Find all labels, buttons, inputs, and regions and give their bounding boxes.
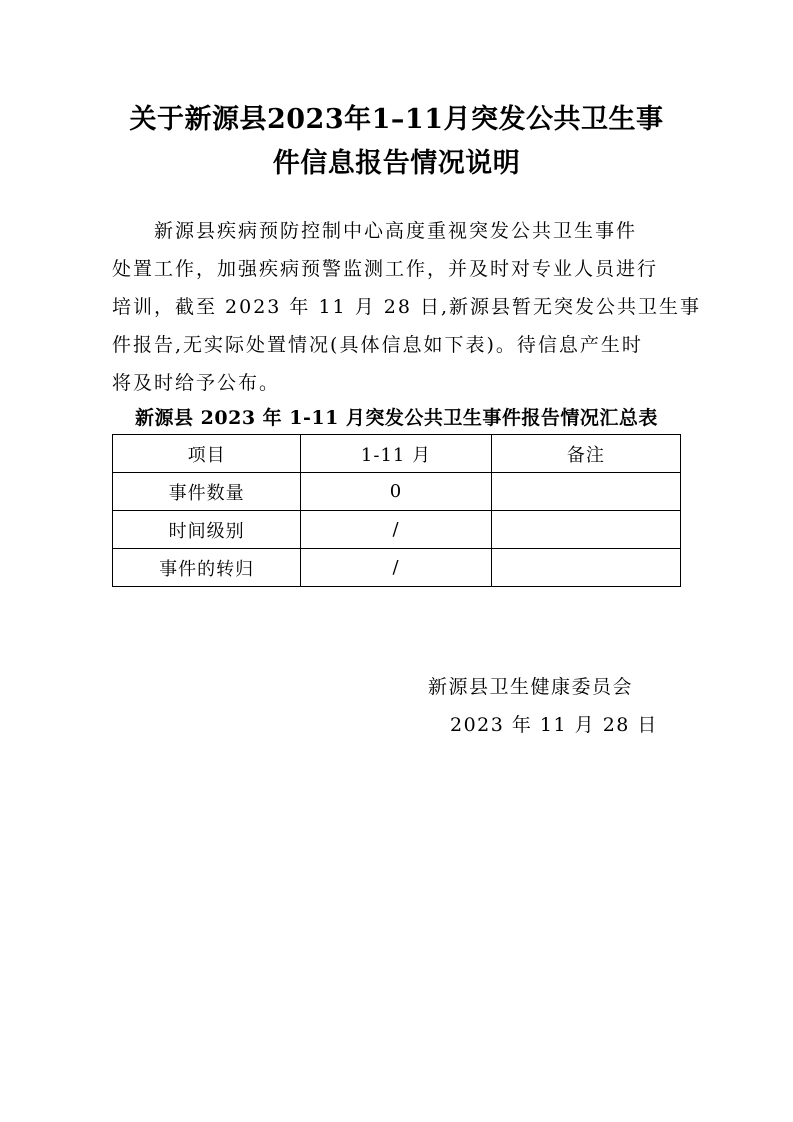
header-item: 项目 [113, 435, 301, 473]
header-period: 1-11 月 [301, 435, 491, 473]
table-cell: / [301, 549, 491, 587]
signature-block [400, 668, 680, 744]
body-paragraph [112, 212, 701, 402]
table-row [113, 511, 681, 549]
table-cell: 事件的转归 [113, 549, 301, 587]
signature-date: 2023 年 11 月 28 日 [450, 714, 658, 736]
table-header-row [113, 435, 681, 473]
table-cell: 0 [301, 473, 491, 511]
table-cell [491, 473, 680, 511]
table-cell: / [301, 511, 491, 549]
paragraph-line: 培训，截至 2023 年 11 月 28 日,新源县暂无突发公共卫生事 [112, 296, 701, 318]
paragraph-line: 新源县疾病预防控制中心高度重视突发公共卫生事件 [154, 220, 638, 242]
summary-table [112, 434, 681, 587]
table-cell [491, 549, 680, 587]
table-title: 新源县 2023 年 1-11 月突发公共卫生事件报告情况汇总表 [135, 407, 658, 429]
table-cell: 时间级别 [113, 511, 301, 549]
paragraph-line: 处置工作，加强疾病预警监测工作，并及时对专业人员进行 [112, 258, 659, 280]
paragraph-line: 件报告,无实际处置情况(具体信息如下表)。待信息产生时 [112, 334, 643, 356]
table-row [113, 473, 681, 511]
title-line-2: 件信息报告情况说明 [272, 148, 521, 179]
table-row [113, 549, 681, 587]
table-cell: 事件数量 [113, 473, 301, 511]
document-title [100, 98, 693, 186]
paragraph-line: 将及时给予公布。 [112, 372, 281, 394]
signature-organization: 新源县卫生健康委员会 [428, 676, 634, 698]
table-cell [491, 511, 680, 549]
header-remarks: 备注 [491, 435, 680, 473]
title-line-1: 关于新源县2023年1–11月突发公共卫生事 [129, 104, 664, 135]
